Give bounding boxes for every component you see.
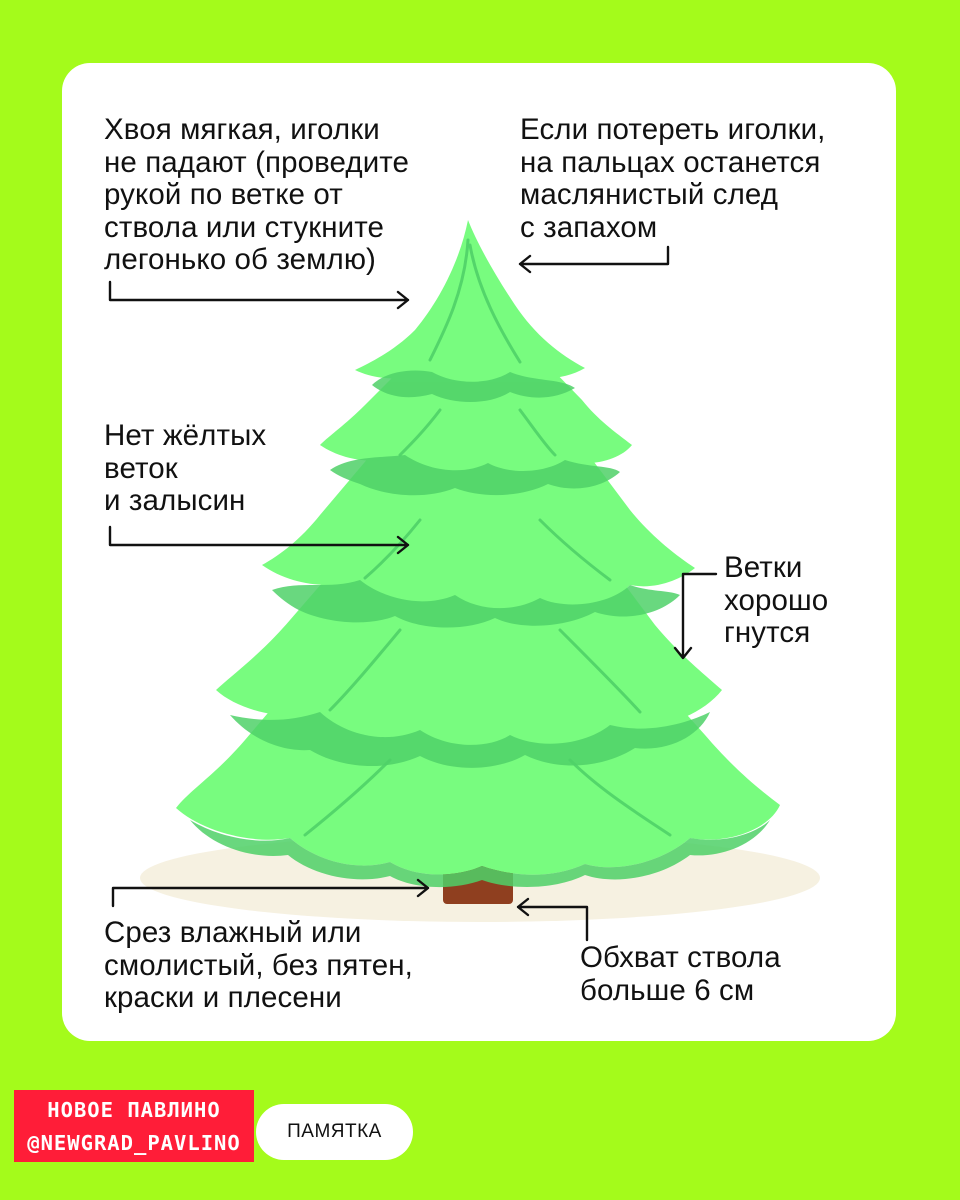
brand-name: НОВОЕ ПАВЛИНО: [47, 1098, 221, 1122]
arrow-down-icon: [675, 574, 716, 658]
annotation-needles-soft: Хвоя мягкая, иголки не падают (проведите рукой по ветке от ствола или стукните легонько об землю): [104, 113, 410, 276]
annotation-trunk-girth: Обхват ствола больше 6 см: [580, 941, 781, 1007]
brand-handle: @NEWGRAD_PAVLINO: [27, 1131, 241, 1155]
brand-badge[interactable]: [14, 1090, 254, 1162]
arrow-right-icon: [110, 282, 408, 308]
annotation-oily-trace: Если потереть иголки, на пальцах останется маслянистый след с запахом: [520, 113, 826, 244]
memo-tag[interactable]: ПАМЯТКА: [256, 1104, 413, 1160]
annotation-branches-bend: Ветки хорошо гнутся: [724, 551, 829, 649]
annotation-no-yellow: Нет жёлтых веток и залысин: [104, 419, 267, 517]
arrow-left-icon: [520, 247, 668, 272]
christmas-tree-icon: [176, 220, 780, 887]
annotation-cut-moist: Срез влажный или смолистый, без пятен, краски и плесени: [104, 916, 413, 1014]
